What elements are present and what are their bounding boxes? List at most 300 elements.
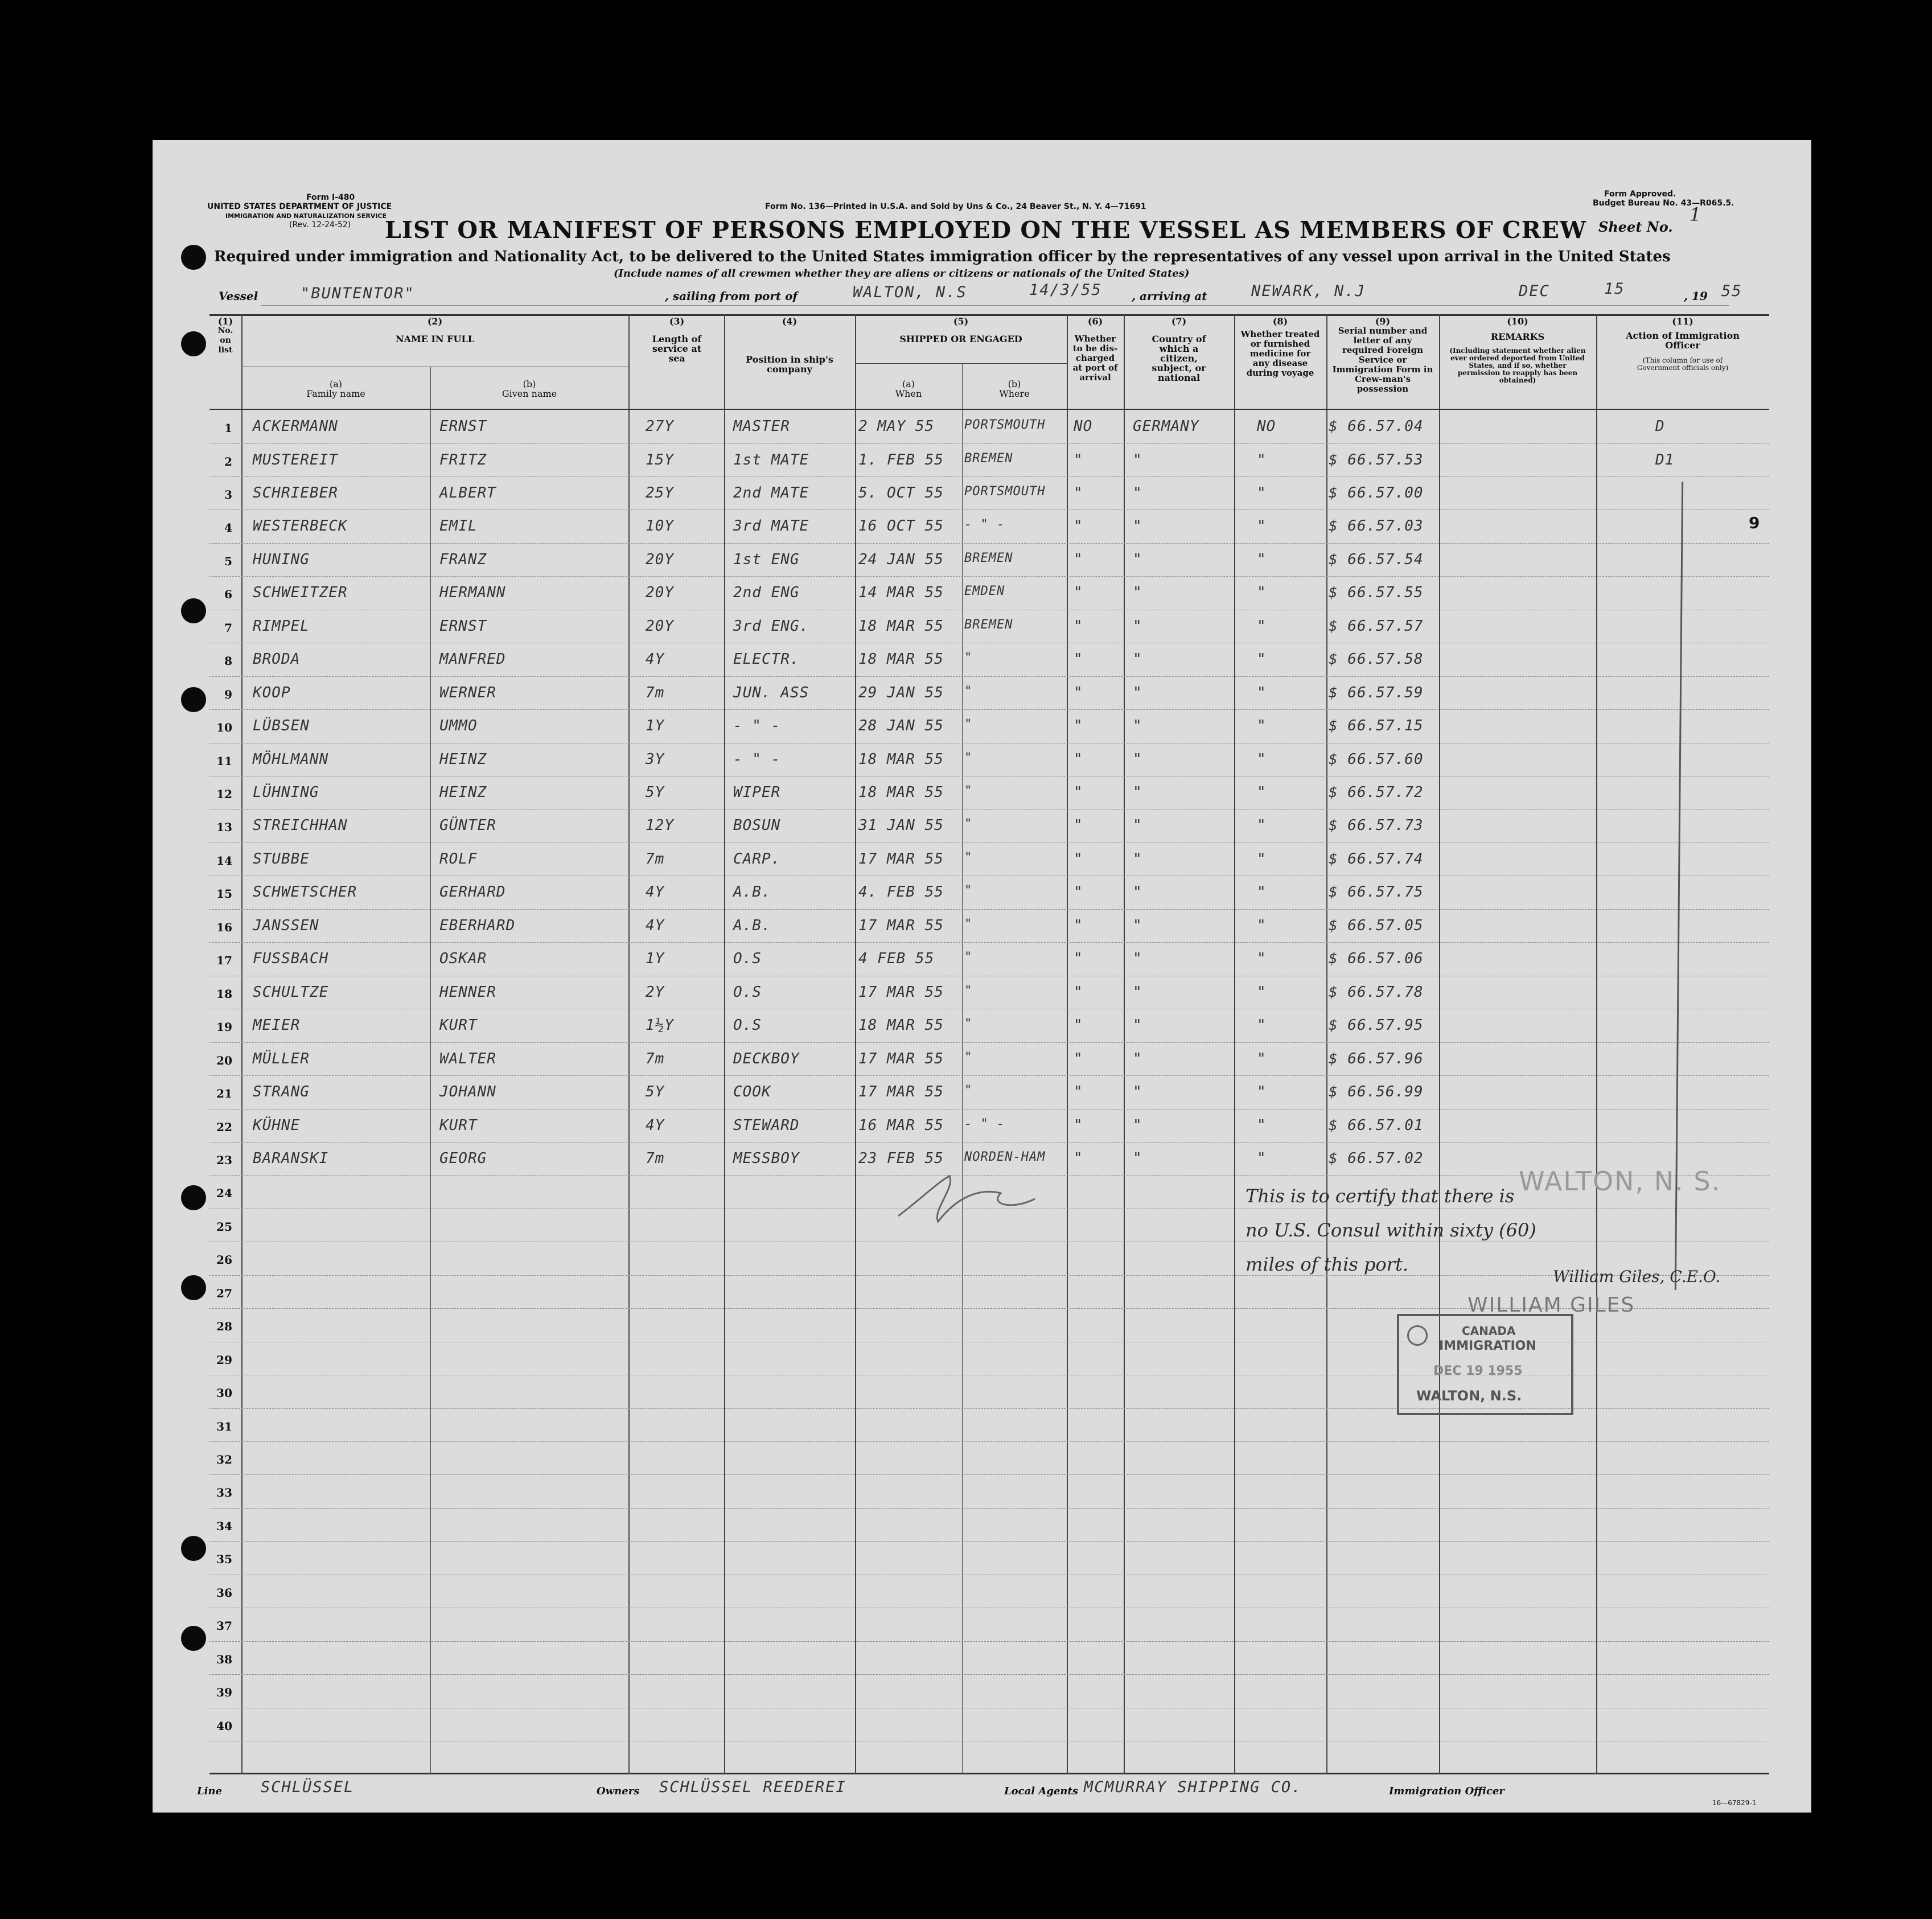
crew-serial: $ 66.57.96	[1329, 1050, 1424, 1067]
crew-service: 1½Y	[646, 1017, 674, 1034]
row-number: 9	[224, 687, 232, 701]
sailing-date: 14/3/55	[1029, 281, 1102, 299]
crew-given: ERNST	[439, 418, 487, 435]
crew-country: "	[1133, 550, 1142, 568]
crew-when: 31 JAN 55	[858, 817, 944, 835]
crew-position: WIPER	[733, 784, 781, 801]
crew-where: - " -	[964, 517, 1005, 532]
crew-when: 17 MAR 55	[858, 1050, 944, 1067]
sheet-label: Sheet No.	[1598, 219, 1673, 235]
row-number: 29	[216, 1353, 232, 1367]
crew-country: "	[1133, 484, 1142, 502]
crew-serial: $ 66.57.15	[1329, 717, 1424, 735]
crew-service: 5Y	[646, 1083, 665, 1100]
crew-medicine: "	[1257, 684, 1267, 701]
col-name-header: (2) NAME IN FULL	[395, 316, 474, 344]
crew-family: WESTERBECK	[253, 517, 348, 535]
crew-service: 15Y	[646, 451, 674, 469]
crew-serial: $ 66.57.55	[1329, 584, 1424, 602]
crew-medicine: "	[1257, 717, 1267, 735]
crew-position: COOK	[733, 1083, 771, 1100]
crew-family: SCHWEITZER	[253, 584, 348, 602]
col-country-header: (7) Country of which a citizen, subject, or national	[1152, 316, 1206, 383]
crew-where: "	[964, 1017, 973, 1032]
col-family-header: (a) Family name	[306, 379, 365, 399]
crew-action: D1	[1655, 451, 1675, 469]
crew-service: 1Y	[646, 717, 665, 735]
crew-country: "	[1133, 917, 1142, 934]
row-number: 23	[216, 1153, 232, 1167]
crew-discharged: "	[1074, 1083, 1083, 1100]
crew-serial: $ 66.57.75	[1329, 884, 1424, 901]
vessel-name: "BUNTENTOR"	[301, 285, 415, 302]
row-number: 13	[216, 820, 232, 835]
crew-family: KOOP	[253, 684, 291, 701]
crew-service: 7m	[646, 1149, 665, 1167]
row-number: 30	[216, 1386, 232, 1400]
crew-when: 17 MAR 55	[858, 917, 944, 934]
revision: (Rev. 12-24-52)	[289, 220, 351, 229]
crew-serial: $ 66.57.00	[1329, 484, 1424, 502]
form-approved: Form Approved.	[1604, 190, 1676, 199]
crew-when: 1. FEB 55	[858, 451, 944, 469]
crew-medicine: "	[1257, 1149, 1267, 1167]
officer-label: Immigration Officer	[1389, 1785, 1505, 1797]
crew-serial: $ 66.57.58	[1329, 651, 1424, 668]
crew-family: ACKERMANN	[253, 418, 338, 435]
crew-family: STRANG	[253, 1083, 310, 1100]
agents-label: Local Agents	[1004, 1785, 1078, 1797]
row-number: 14	[216, 853, 232, 868]
crew-given: ALBERT	[439, 484, 496, 502]
crew-medicine: "	[1257, 950, 1267, 968]
row-number: 32	[216, 1452, 232, 1466]
crew-medicine: "	[1257, 850, 1267, 868]
crew-service: 4Y	[646, 884, 665, 901]
form-id: Form I-480	[306, 193, 355, 202]
crew-country: "	[1133, 451, 1142, 469]
crew-where: "	[964, 817, 973, 832]
sailing-label: , sailing from port of	[665, 289, 798, 303]
crew-serial: $ 66.57.60	[1329, 750, 1424, 768]
crew-position: 3rd MATE	[733, 517, 809, 535]
crew-serial: $ 66.57.03	[1329, 517, 1424, 535]
cert-line-2: no U.S. Consul within sixty (60)	[1245, 1219, 1536, 1241]
row-number: 31	[216, 1419, 232, 1433]
crew-position: - " -	[733, 750, 781, 768]
crew-position: DECKBOY	[733, 1050, 800, 1067]
crew-service: 2Y	[646, 983, 665, 1001]
owners-label: Owners	[597, 1785, 640, 1797]
crew-discharged: "	[1074, 850, 1083, 868]
page-marker: 9	[1749, 513, 1760, 532]
vessel-label: Vessel	[219, 289, 258, 303]
crew-service: 10Y	[646, 517, 674, 535]
crew-position: O.S	[733, 983, 762, 1001]
crew-position: - " -	[733, 717, 781, 735]
crew-given: GÜNTER	[439, 817, 496, 835]
crew-serial: $ 66.57.02	[1329, 1149, 1424, 1167]
crew-when: 29 JAN 55	[858, 684, 944, 701]
arriving-label: , arriving at	[1132, 289, 1207, 303]
crew-medicine: "	[1257, 917, 1267, 934]
punch-hole	[181, 598, 206, 623]
crew-where: "	[964, 1083, 973, 1098]
crew-country: "	[1133, 617, 1142, 635]
crew-medicine: "	[1257, 1083, 1267, 1100]
crew-discharged: "	[1074, 517, 1083, 535]
crew-given: JOHANN	[439, 1083, 496, 1100]
col-no-header: (1) No. on list	[217, 316, 233, 355]
crew-given: EMIL	[439, 517, 478, 535]
row-number: 7	[224, 621, 232, 635]
agents-value: MCMURRAY SHIPPING CO.	[1084, 1778, 1302, 1796]
crew-family: KÜHNE	[253, 1116, 301, 1134]
crew-service: 7m	[646, 1050, 665, 1067]
crew-family: MÜLLER	[253, 1050, 310, 1067]
arrival-month: DEC	[1519, 282, 1550, 300]
crew-family: MEIER	[253, 1017, 301, 1034]
cert-signature: William Giles, C.E.O.	[1553, 1267, 1721, 1286]
crew-given: HEINZ	[439, 750, 487, 768]
crew-family: JANSSEN	[253, 917, 319, 934]
crew-given: GEORG	[439, 1149, 487, 1167]
crew-country: "	[1133, 950, 1142, 968]
crew-service: 27Y	[646, 418, 674, 435]
col-remarks-header: (10) REMARKS (Including statement whether alien ever ordered deported from United States, and if so, whether permission to reapply has been obtained)	[1449, 316, 1586, 384]
crew-country: "	[1133, 651, 1142, 668]
crew-country: "	[1133, 784, 1142, 801]
col-action-header: (11) Action of Immigration Officer (This column for use of Government officials only)	[1626, 316, 1740, 372]
row-number: 39	[216, 1686, 232, 1700]
crew-when: 4. FEB 55	[858, 884, 944, 901]
crew-when: 23 FEB 55	[858, 1149, 944, 1167]
crew-when: 28 JAN 55	[858, 717, 944, 735]
row-number: 21	[216, 1087, 232, 1100]
crew-position: BOSUN	[733, 817, 781, 835]
col-medicine-header: (8) Whether treated or furnished medicine for any disease during voyage	[1240, 316, 1320, 378]
crew-given: FRANZ	[439, 550, 487, 568]
crew-country: "	[1133, 850, 1142, 868]
punch-hole	[181, 331, 206, 356]
crew-position: ELECTR.	[733, 651, 800, 668]
row-number: 12	[216, 787, 232, 801]
crew-given: WERNER	[439, 684, 496, 701]
crew-given: GERHARD	[439, 884, 506, 901]
crew-medicine: "	[1257, 784, 1267, 801]
crew-given: MANFRED	[439, 651, 506, 668]
crew-where: "	[964, 784, 973, 798]
row-number: 2	[224, 454, 232, 469]
crew-discharged: "	[1074, 884, 1083, 901]
crew-family: MUSTEREIT	[253, 451, 338, 469]
crew-position: 1st ENG	[733, 550, 800, 568]
crew-serial: $ 66.57.72	[1329, 784, 1424, 801]
crew-when: 17 MAR 55	[858, 850, 944, 868]
crew-serial: $ 66.57.95	[1329, 1017, 1424, 1034]
year-prefix: , 19	[1684, 289, 1708, 303]
crew-serial: $ 66.57.01	[1329, 1116, 1424, 1134]
crew-given: KURT	[439, 1017, 478, 1034]
signature-stamp: WILLIAM GILES	[1468, 1293, 1635, 1317]
crew-family: HUNING	[253, 550, 310, 568]
printer-note: Form No. 136—Printed in U.S.A. and Sold by Uns & Co., 24 Beaver St., N. Y. 4—71691	[765, 202, 1146, 211]
crew-discharged: "	[1074, 651, 1083, 668]
crew-given: KURT	[439, 1116, 478, 1134]
crew-serial: $ 66.57.06	[1329, 950, 1424, 968]
crew-discharged: "	[1074, 684, 1083, 701]
crew-where: "	[964, 917, 973, 931]
row-number: 10	[216, 721, 232, 735]
punch-hole	[181, 245, 206, 270]
manifest-sheet	[153, 140, 1811, 1813]
crew-serial: $ 66.57.78	[1329, 983, 1424, 1001]
col-shipped-header: (5) SHIPPED OR ENGAGED	[899, 316, 1022, 344]
row-number: 17	[216, 954, 232, 968]
row-number: 20	[216, 1053, 232, 1067]
crew-where: "	[964, 884, 973, 898]
crew-country: "	[1133, 717, 1142, 735]
crew-position: A.B.	[733, 917, 771, 934]
crew-medicine: "	[1257, 617, 1267, 635]
row-number: 36	[216, 1585, 232, 1600]
crew-given: ROLF	[439, 850, 478, 868]
cert-line-3: miles of this port.	[1245, 1254, 1408, 1275]
row-number: 26	[216, 1253, 232, 1267]
budget-bureau: Budget Bureau No. 43—R065.5.	[1593, 199, 1734, 208]
crew-service: 3Y	[646, 750, 665, 768]
crew-family: RIMPEL	[253, 617, 310, 635]
crew-family: LÜHNING	[253, 784, 319, 801]
crew-service: 5Y	[646, 784, 665, 801]
crew-service: 20Y	[646, 617, 674, 635]
crew-given: HEINZ	[439, 784, 487, 801]
crew-where: "	[964, 750, 973, 765]
crew-serial: $ 66.57.73	[1329, 817, 1424, 835]
row-number: 28	[216, 1320, 232, 1334]
crew-country: "	[1133, 1149, 1142, 1167]
crew-when: 18 MAR 55	[858, 784, 944, 801]
row-number: 11	[216, 754, 232, 768]
crew-when: 5. OCT 55	[858, 484, 944, 502]
crew-where: "	[964, 950, 973, 965]
crew-position: A.B.	[733, 884, 771, 901]
row-number: 15	[216, 887, 232, 901]
crew-when: 16 OCT 55	[858, 517, 944, 535]
row-number: 6	[224, 587, 232, 602]
crew-serial: $ 66.57.74	[1329, 850, 1424, 868]
row-number: 38	[216, 1652, 232, 1666]
row-number: 25	[216, 1219, 232, 1234]
stamp-line-2: IMMIGRATION	[1439, 1339, 1536, 1353]
immigration-stamp	[1397, 1314, 1573, 1415]
sailing-port: WALTON, N.S	[853, 283, 967, 301]
crew-position: 1st MATE	[733, 451, 809, 469]
row-number: 19	[216, 1020, 232, 1034]
crew-discharged: "	[1074, 617, 1083, 635]
crew-discharged: "	[1074, 484, 1083, 502]
crew-where: "	[964, 850, 973, 865]
crew-medicine: "	[1257, 750, 1267, 768]
crew-discharged: NO	[1074, 418, 1093, 435]
crew-when: 16 MAR 55	[858, 1116, 944, 1134]
crew-position: 2nd ENG	[733, 584, 800, 602]
place-stamp: WALTON, N. S.	[1519, 1166, 1721, 1197]
crew-when: 17 MAR 55	[858, 983, 944, 1001]
crew-medicine: "	[1257, 1050, 1267, 1067]
crew-when: 2 MAY 55	[858, 418, 935, 435]
crew-given: FRITZ	[439, 451, 487, 469]
crew-service: 7m	[646, 684, 665, 701]
crew-where: "	[964, 684, 973, 698]
crew-country: "	[1133, 1083, 1142, 1100]
crew-given: HERMANN	[439, 584, 506, 602]
row-number: 3	[224, 487, 232, 502]
row-number: 33	[216, 1486, 232, 1500]
crew-medicine: "	[1257, 484, 1267, 502]
crew-where: EMDEN	[964, 584, 1005, 599]
crew-position: 3rd ENG.	[733, 617, 809, 635]
stamp-line-3: DEC 19 1955	[1433, 1364, 1523, 1378]
crew-position: MASTER	[733, 418, 790, 435]
row-number: 8	[224, 654, 232, 668]
crew-country: "	[1133, 983, 1142, 1001]
crew-discharged: "	[1074, 750, 1083, 768]
row-number: 24	[216, 1186, 232, 1201]
crew-when: 14 MAR 55	[858, 584, 944, 602]
crew-given: WALTER	[439, 1050, 496, 1067]
crew-where: - " -	[964, 1116, 1005, 1131]
row-number: 34	[216, 1519, 232, 1533]
page-title: LIST OR MANIFEST OF PERSONS EMPLOYED ON THE VESSEL AS MEMBERS OF CREW	[385, 216, 1586, 244]
row-number: 18	[216, 987, 232, 1001]
crew-discharged: "	[1074, 451, 1083, 469]
col-serial-header: (9) Serial number and letter of any required Foreign Service or Immigration Form in Crew-man's possession	[1332, 316, 1433, 394]
crew-medicine: "	[1257, 550, 1267, 568]
crew-serial: $ 66.57.54	[1329, 550, 1424, 568]
crew-medicine: "	[1257, 1116, 1267, 1134]
crew-country: "	[1133, 584, 1142, 602]
crew-where: NORDEN-HAM	[964, 1149, 1046, 1164]
crew-where: "	[964, 983, 973, 998]
crew-family: STUBBE	[253, 850, 310, 868]
crew-discharged: "	[1074, 917, 1083, 934]
crew-service: 20Y	[646, 550, 674, 568]
stamp-line-1: CANADA	[1462, 1324, 1516, 1338]
crew-serial: $ 66.57.59	[1329, 684, 1424, 701]
crew-when: 4 FEB 55	[858, 950, 935, 968]
stamp-line-4: WALTON, N.S.	[1416, 1388, 1522, 1404]
line-value: SCHLÜSSEL	[261, 1778, 355, 1796]
officer-initials	[887, 1165, 1046, 1233]
crew-service: 12Y	[646, 817, 674, 835]
crew-discharged: "	[1074, 1116, 1083, 1134]
footer-code: 16—67829-1	[1712, 1799, 1757, 1807]
crew-where: "	[964, 717, 973, 732]
crew-where: BREMEN	[964, 617, 1013, 632]
crew-medicine: "	[1257, 451, 1267, 469]
line-label: Line	[197, 1785, 223, 1797]
crew-medicine: "	[1257, 584, 1267, 602]
crew-country: "	[1133, 817, 1142, 835]
crew-where: PORTSMOUTH	[964, 484, 1046, 499]
crew-position: 2nd MATE	[733, 484, 809, 502]
crew-discharged: "	[1074, 550, 1083, 568]
service: IMMIGRATION AND NATURALIZATION SERVICE	[225, 212, 387, 220]
row-number: 40	[216, 1719, 232, 1733]
col-discharged-header: (6) Whether to be dis-charged at port of arrival	[1072, 316, 1118, 383]
crew-position: CARP.	[733, 850, 781, 868]
crew-when: 17 MAR 55	[858, 1083, 944, 1100]
crew-serial: $ 66.57.04	[1329, 418, 1424, 435]
crew-where: "	[964, 1050, 973, 1065]
cert-line-1: This is to certify that there is	[1245, 1185, 1515, 1207]
crew-family: SCHULTZE	[253, 983, 329, 1001]
crew-discharged: "	[1074, 784, 1083, 801]
crew-given: HENNER	[439, 983, 496, 1001]
crew-family: FUSSBACH	[253, 950, 329, 968]
crew-given: ERNST	[439, 617, 487, 635]
subtitle-note: (Include names of all crewmen whether they are aliens or citizens or nationals of the United States)	[614, 268, 1190, 280]
crew-country: GERMANY	[1133, 418, 1199, 435]
crew-given: EBERHARD	[439, 917, 516, 934]
col-service-header: (3) Length of service at sea	[652, 316, 702, 364]
crew-service: 4Y	[646, 651, 665, 668]
crew-family: BRODA	[253, 651, 301, 668]
arriving-port: NEWARK, N.J	[1251, 282, 1366, 300]
crew-when: 18 MAR 55	[858, 750, 944, 768]
row-number: 5	[224, 554, 232, 568]
crew-service: 4Y	[646, 917, 665, 934]
crew-country: "	[1133, 684, 1142, 701]
crew-position: STEWARD	[733, 1116, 800, 1134]
crew-discharged: "	[1074, 983, 1083, 1001]
row-number: 1	[224, 421, 232, 435]
crew-when: 24 JAN 55	[858, 550, 944, 568]
crew-discharged: "	[1074, 1050, 1083, 1067]
crew-service: 25Y	[646, 484, 674, 502]
crown-icon	[1407, 1325, 1428, 1346]
arrival-day: 15	[1604, 280, 1625, 298]
crew-position: MESSBOY	[733, 1149, 800, 1167]
crew-medicine: "	[1257, 1017, 1267, 1034]
crew-family: SCHRIEBER	[253, 484, 338, 502]
crew-discharged: "	[1074, 950, 1083, 968]
crew-medicine: "	[1257, 517, 1267, 535]
crew-position: JUN. ASS	[733, 684, 809, 701]
crew-medicine: "	[1257, 983, 1267, 1001]
crew-when: 18 MAR 55	[858, 617, 944, 635]
crew-when: 18 MAR 55	[858, 651, 944, 668]
crew-where: PORTSMOUTH	[964, 418, 1046, 432]
owners-value: SCHLÜSSEL REEDEREI	[659, 1778, 846, 1796]
crew-service: 1Y	[646, 950, 665, 968]
crew-given: UMMO	[439, 717, 478, 735]
crew-family: BARANSKI	[253, 1149, 329, 1167]
crew-position: O.S	[733, 1017, 762, 1034]
row-number: 22	[216, 1120, 232, 1134]
row-number: 4	[224, 521, 232, 535]
crew-medicine: NO	[1257, 418, 1276, 435]
department: UNITED STATES DEPARTMENT OF JUSTICE	[207, 202, 392, 211]
col-given-header: (b) Given name	[502, 379, 557, 399]
crew-discharged: "	[1074, 817, 1083, 835]
crew-country: "	[1133, 517, 1142, 535]
crew-serial: $ 66.57.57	[1329, 617, 1424, 635]
crew-country: "	[1133, 1116, 1142, 1134]
crew-medicine: "	[1257, 884, 1267, 901]
row-number: 27	[216, 1286, 232, 1300]
